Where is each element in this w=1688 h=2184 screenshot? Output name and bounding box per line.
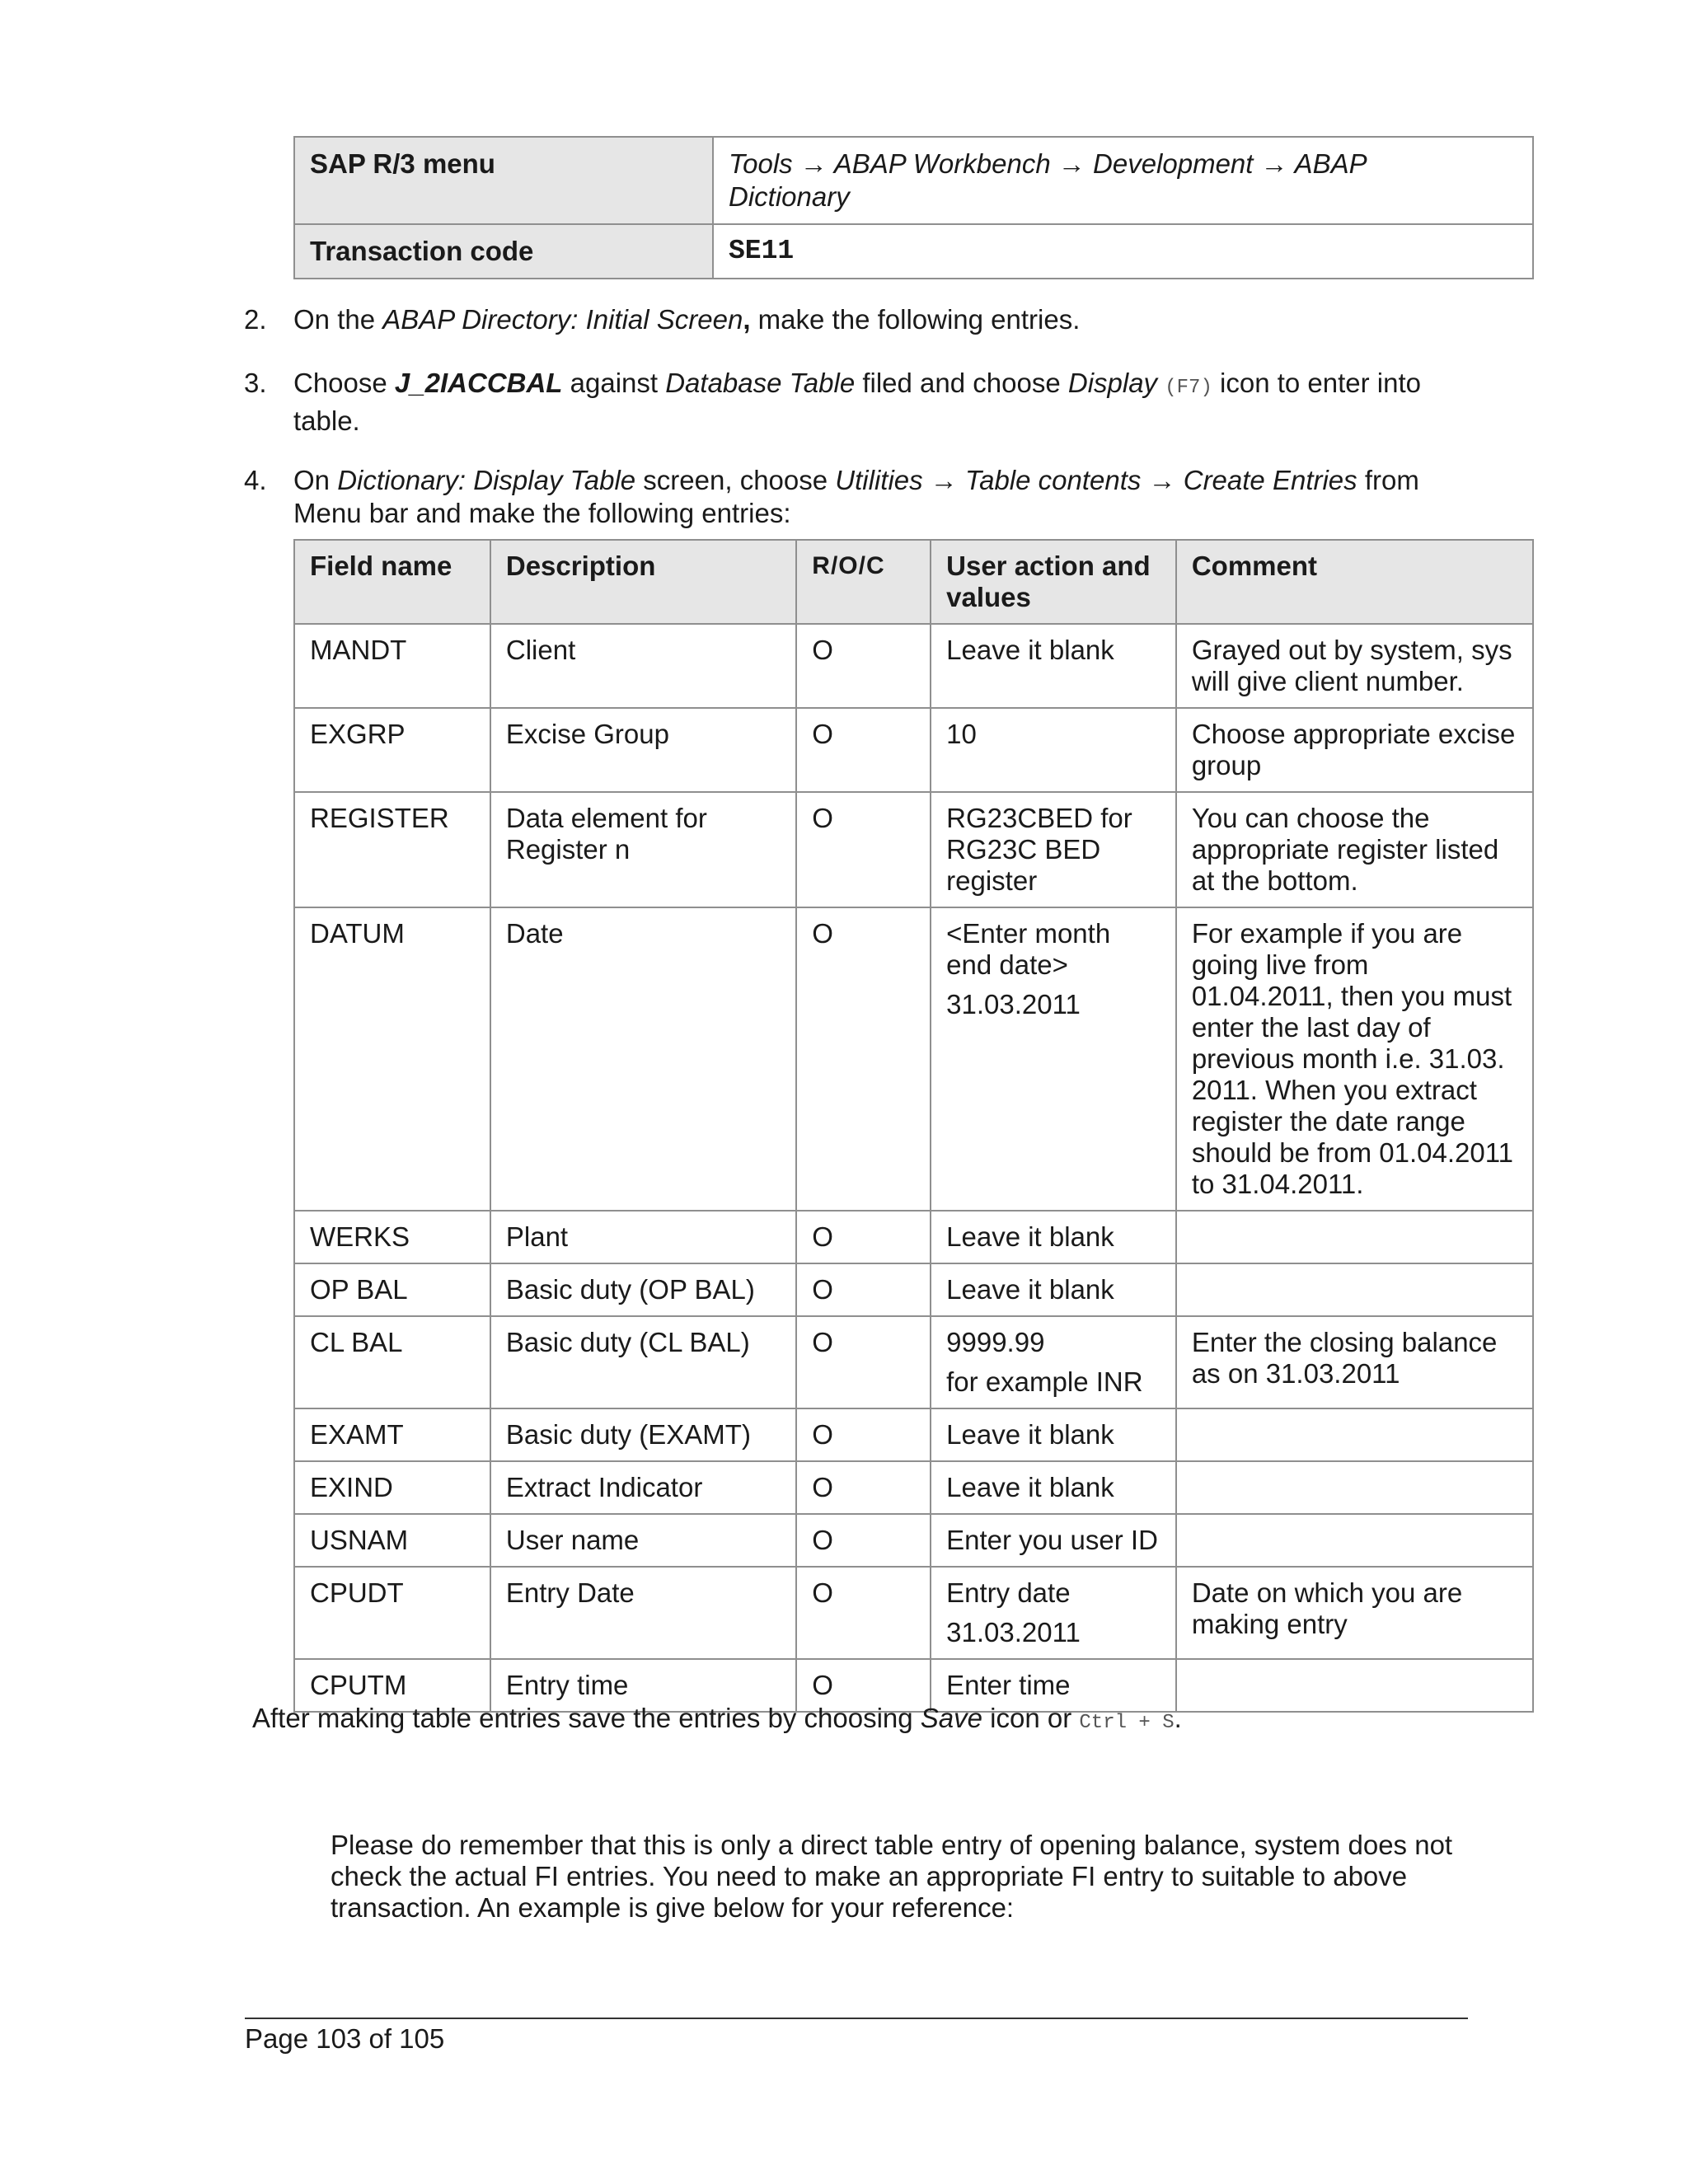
step-text-part: from Menu bar and make the following entries: xyxy=(293,465,1419,528)
cell-user-action xyxy=(931,624,1176,708)
cell-field-name: EXGRP xyxy=(294,708,490,792)
user-action-value: Leave it blank xyxy=(946,1472,1114,1502)
step-text xyxy=(293,303,1447,336)
cell-field-name: CPUDT xyxy=(294,1567,490,1659)
table-row xyxy=(294,1461,1533,1514)
cell-description: Entry Date xyxy=(490,1567,796,1659)
step-text-part: screen, choose xyxy=(635,465,836,495)
menu-path-table xyxy=(293,136,1534,279)
step-text xyxy=(293,464,1431,530)
table-header-row xyxy=(294,540,1533,624)
cell-comment: You can choose the appropriate register listed at the bottom. xyxy=(1176,792,1533,907)
step-number: 3. xyxy=(244,368,267,398)
step-number: 2. xyxy=(244,304,267,335)
table-row xyxy=(294,708,1533,792)
cell-user-action xyxy=(931,1514,1176,1567)
column-header-comment: Comment xyxy=(1176,540,1533,624)
column-header-user-action: User action and values xyxy=(931,540,1176,624)
user-action-value-secondary: 31.03.2011 xyxy=(946,989,1081,1019)
user-action-value-secondary: for example INR xyxy=(946,1366,1143,1397)
user-action-value-secondary: 31.03.2011 xyxy=(946,1617,1081,1647)
user-action-value: Entry date xyxy=(946,1577,1071,1608)
table-row xyxy=(294,792,1533,907)
cell-roc: O xyxy=(796,1659,931,1712)
column-header-description: Description xyxy=(490,540,796,624)
save-action-name: Save xyxy=(920,1703,982,1733)
cell-roc: O xyxy=(796,907,931,1211)
cell-description: Date xyxy=(490,907,796,1211)
user-action-value: Enter time xyxy=(946,1670,1071,1700)
user-action-value: RG23CBED for RG23C BED register xyxy=(946,803,1132,896)
step-text-part: Choose xyxy=(293,368,395,398)
cell-user-action xyxy=(931,1316,1176,1408)
field-entries-table xyxy=(293,539,1534,1713)
screen-name: ABAP Directory: Initial Screen xyxy=(382,304,743,335)
cell-field-name: CPUTM xyxy=(294,1659,490,1712)
cell-field-name: DATUM xyxy=(294,907,490,1211)
cell-roc: O xyxy=(796,624,931,708)
user-action-value: Leave it blank xyxy=(946,1274,1114,1305)
step-text-part: On xyxy=(293,465,338,495)
step-text-part: make the following entries. xyxy=(750,304,1081,335)
cell-roc: O xyxy=(796,1514,931,1567)
cell-description: Basic duty (CL BAL) xyxy=(490,1316,796,1408)
page-number: Page 103 of 105 xyxy=(245,2023,445,2054)
step-text-part: against xyxy=(562,368,666,398)
cell-description: User name xyxy=(490,1514,796,1567)
cell-description: Basic duty (EXAMT) xyxy=(490,1408,796,1461)
table-row xyxy=(294,907,1533,1211)
table-body xyxy=(294,624,1533,1712)
function-key: (F7) xyxy=(1165,377,1212,399)
cell-description: Data element for Register n xyxy=(490,792,796,907)
step-text-part: filed and choose xyxy=(855,368,1068,398)
table-row xyxy=(294,1408,1533,1461)
cell-description: Excise Group xyxy=(490,708,796,792)
user-action-value: Leave it blank xyxy=(946,635,1114,665)
cell-comment xyxy=(1176,1408,1533,1461)
cell-roc: O xyxy=(796,1211,931,1263)
keyboard-shortcut: Ctrl + S xyxy=(1079,1712,1175,1734)
cell-comment: Grayed out by system, sys will give client number. xyxy=(1176,624,1533,708)
table-row xyxy=(294,1514,1533,1567)
cell-description: Client xyxy=(490,624,796,708)
cell-user-action xyxy=(931,907,1176,1211)
step-text-part: , xyxy=(743,304,751,335)
cell-user-action xyxy=(931,792,1176,907)
user-action-value: 9999.99 xyxy=(946,1327,1045,1357)
cell-user-action xyxy=(931,708,1176,792)
cell-roc: O xyxy=(796,708,931,792)
table-row xyxy=(294,1211,1533,1263)
cell-user-action xyxy=(931,1408,1176,1461)
step-text-part: icon to enter into table. xyxy=(293,368,1421,436)
cell-user-action xyxy=(931,1263,1176,1316)
menu-path-line2: Dictionary xyxy=(729,181,850,212)
cell-roc: O xyxy=(796,1461,931,1514)
cell-description: Extract Indicator xyxy=(490,1461,796,1514)
transaction-label: Transaction code xyxy=(294,224,713,279)
cell-field-name: CL BAL xyxy=(294,1316,490,1408)
field-name: Database Table xyxy=(665,368,856,398)
column-header-roc: R/O/C xyxy=(796,540,931,624)
cell-comment xyxy=(1176,1514,1533,1567)
step-text-part: On the xyxy=(293,304,383,335)
user-action-value: Enter you user ID xyxy=(946,1525,1158,1555)
cell-description: Basic duty (OP BAL) xyxy=(490,1263,796,1316)
cell-comment: For example if you are going live from 01.04.2011, then you must enter the last day of previous month i.e. 31.03. 2011. When you extract register the date range should be from 01.04.2011 to 31.04.2011. xyxy=(1176,907,1533,1211)
cell-field-name: USNAM xyxy=(294,1514,490,1567)
cell-roc: O xyxy=(796,1316,931,1408)
cell-field-name: MANDT xyxy=(294,624,490,708)
table-row xyxy=(294,624,1533,708)
user-action-value: Leave it blank xyxy=(946,1419,1114,1450)
cell-comment xyxy=(1176,1659,1533,1712)
cell-comment: Choose appropriate excise group xyxy=(1176,708,1533,792)
table-row xyxy=(294,1263,1533,1316)
save-instruction xyxy=(252,1702,1182,1740)
table-name: J_2IACCBAL xyxy=(394,368,563,398)
cell-field-name: WERKS xyxy=(294,1211,490,1263)
menu-row xyxy=(294,137,1533,224)
step-text xyxy=(293,367,1431,438)
footer-divider xyxy=(245,2018,1468,2019)
note-paragraph: Please do remember that this is only a direct table entry of opening balance, system does not check the actual FI entries. You need to make an appropriate FI entry to suitable to above transaction. An example is give below for your reference: xyxy=(331,1830,1453,1923)
cell-field-name: EXIND xyxy=(294,1461,490,1514)
cell-roc: O xyxy=(796,1408,931,1461)
cell-comment: Date on which you are making entry xyxy=(1176,1567,1533,1659)
cell-field-name: REGISTER xyxy=(294,792,490,907)
menu-label: SAP R/3 menu xyxy=(294,137,713,224)
menu-path-line1: Tools → ABAP Workbench → Development → ABAP xyxy=(729,148,1367,179)
cell-user-action xyxy=(931,1567,1176,1659)
menu-path: Utilities → Table contents → Create Entries xyxy=(835,465,1357,495)
menu-path xyxy=(713,137,1533,224)
cell-roc: O xyxy=(796,792,931,907)
cell-user-action xyxy=(931,1211,1176,1263)
cell-description: Plant xyxy=(490,1211,796,1263)
instruction-part: After making table entries save the entries by choosing xyxy=(252,1703,921,1733)
screen-name: Dictionary: Display Table xyxy=(337,465,636,495)
cell-roc: O xyxy=(796,1263,931,1316)
action-name: Display xyxy=(1067,368,1158,398)
cell-comment xyxy=(1176,1211,1533,1263)
cell-field-name: OP BAL xyxy=(294,1263,490,1316)
column-header-field-name: Field name xyxy=(294,540,490,624)
transaction-row xyxy=(294,224,1533,279)
cell-comment xyxy=(1176,1263,1533,1316)
table-row xyxy=(294,1567,1533,1659)
cell-description: Entry time xyxy=(490,1659,796,1712)
cell-field-name: EXAMT xyxy=(294,1408,490,1461)
cell-roc: O xyxy=(796,1567,931,1659)
user-action-value: <Enter month end date> xyxy=(946,918,1111,980)
transaction-code: SE11 xyxy=(713,224,1533,279)
user-action-value: 10 xyxy=(946,719,977,749)
step-number: 4. xyxy=(244,465,267,495)
user-action-value: Leave it blank xyxy=(946,1221,1114,1252)
cell-user-action xyxy=(931,1461,1176,1514)
cell-comment xyxy=(1176,1461,1533,1514)
instruction-part: icon or xyxy=(982,1703,1080,1733)
cell-comment: Enter the closing balance as on 31.03.2011 xyxy=(1176,1316,1533,1408)
table-row xyxy=(294,1316,1533,1408)
instruction-part: . xyxy=(1174,1703,1182,1733)
